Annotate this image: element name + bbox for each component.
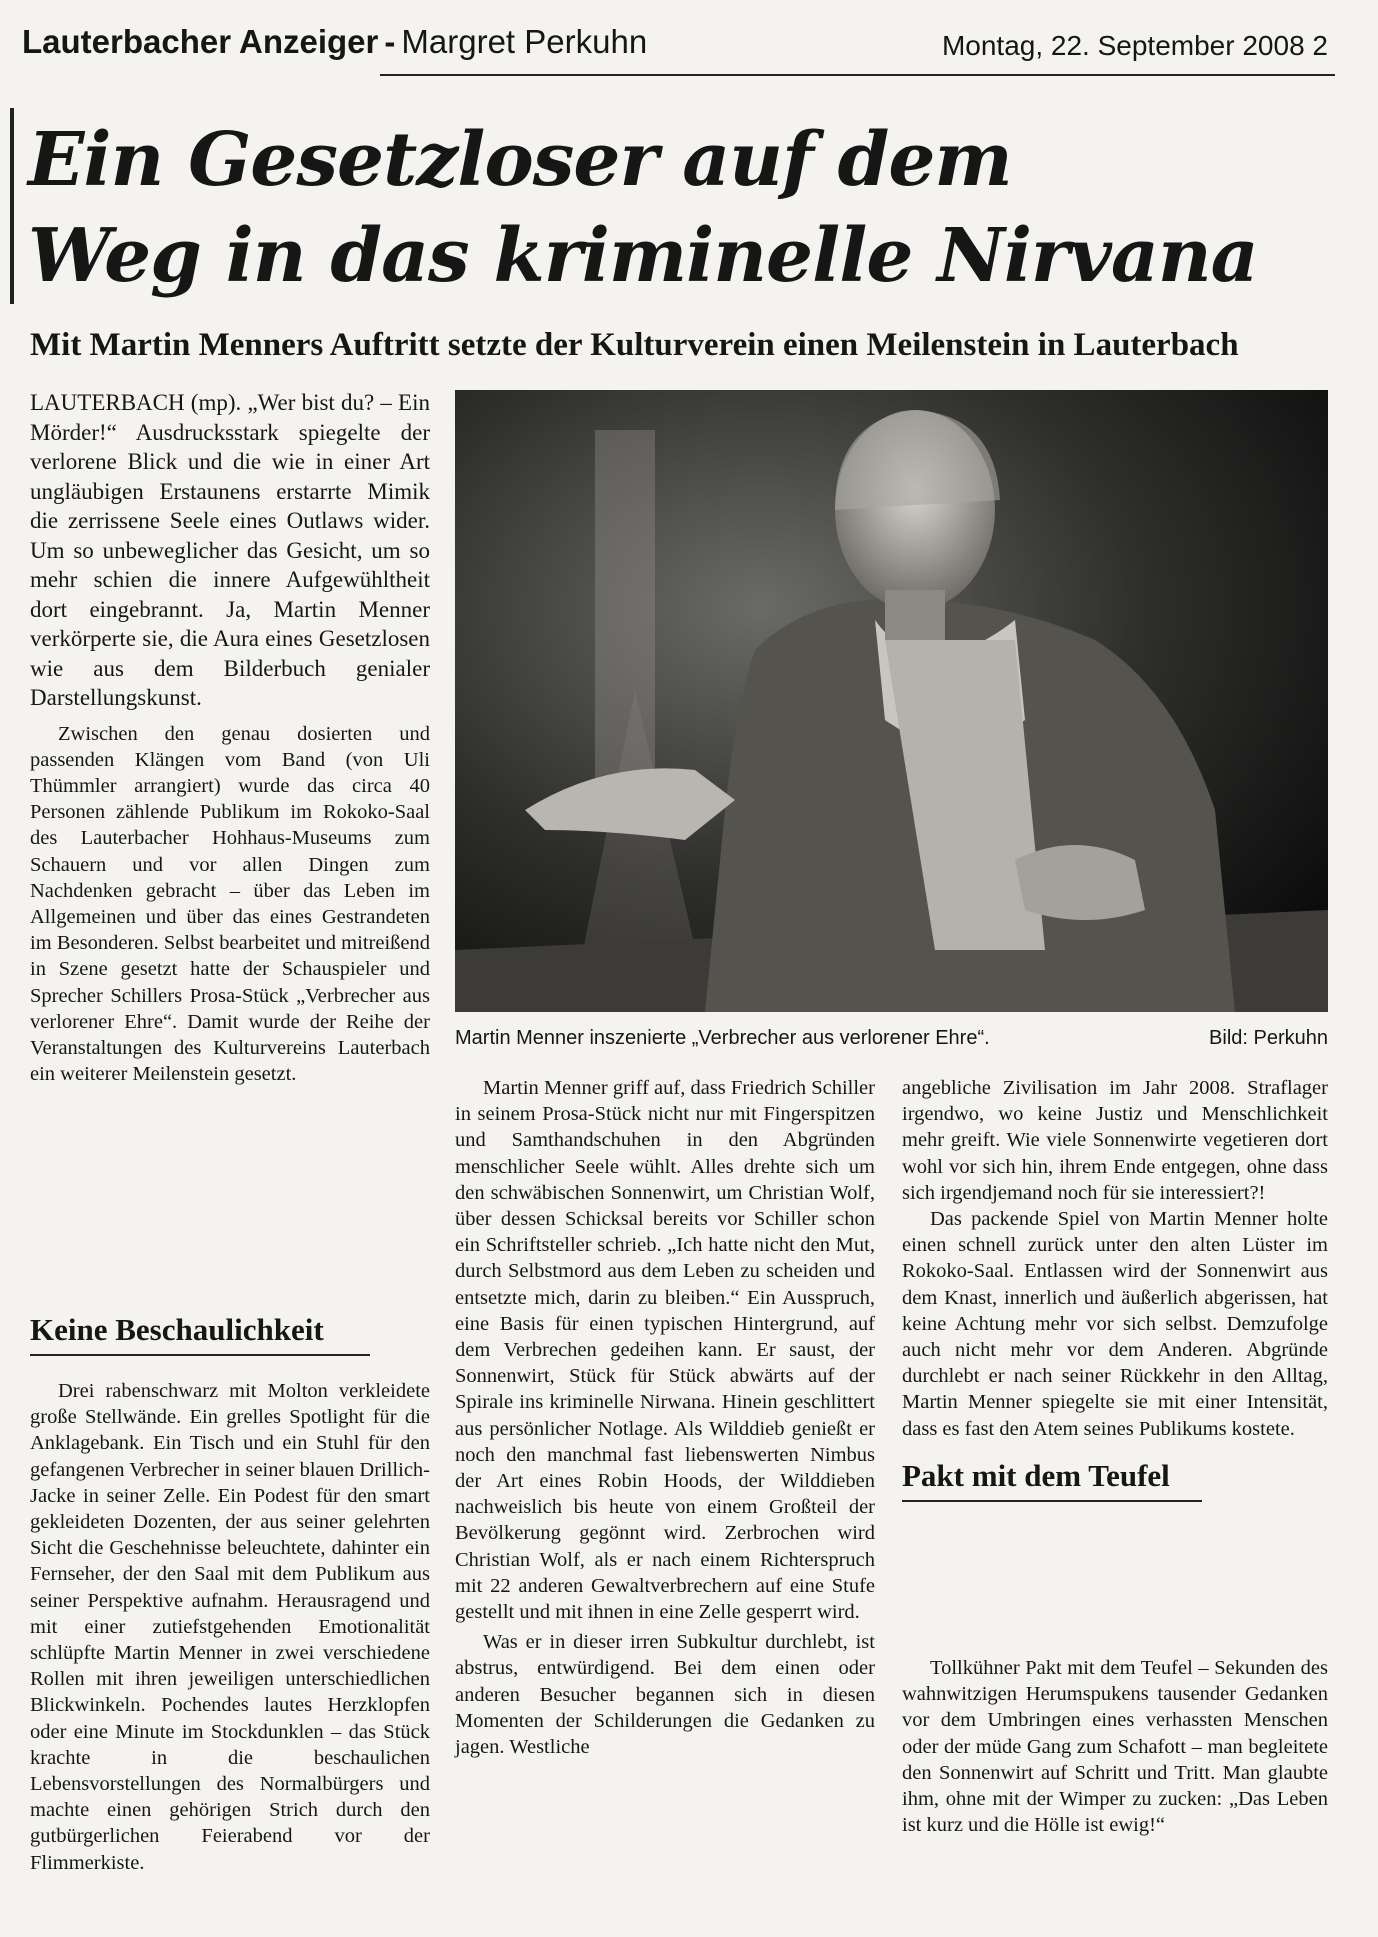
header-rule bbox=[380, 74, 1335, 76]
column-1-top bbox=[30, 388, 430, 1087]
subhead-rule-2 bbox=[902, 1500, 1202, 1502]
author-name: Margret Perkuhn bbox=[401, 23, 648, 60]
paragraph-4: Martin Menner griff auf, dass Friedrich Schiller in seinem Prosa-Stück nicht nur mit Fingerspitzen und Samthandschuhen in den Abgründen menschlicher Seele wühlt. Alles drehte sich um den schwäbischen Sonnenwirt, um Christian Wolf, über dessen Schicksal bereits vor Schiller schon ein Schriftsteller schrieb. „Ich hatte nicht den Mut, durch Selbstmord aus dem Leben zu scheiden und entsetzte mich, darin zu bleiben.“ Ein Ausspruch, eine Basis für einen typischen Hintergrund, auf dem Verbrechen gedeihen kann. Er saust, der Sonnenwirt, Stück für Stück abwärts auf der Spirale ins kriminelle Nirwana. Hinein geschlittert aus persönlicher Notlage. Als Wilddieb genießt er noch den manchmal fast liebenswerten Nimbus der Art eines Robin Hoods, der Wilddieben nachweislich bis heute von einem Großteil der Bevölkerung gegönnt wird. Zerbrochen wird Christian Wolf, als er nach einem Richterspruch mit 22 anderen Gewaltverbrechern auf eine Stufe gestellt und mit ihnen in eine Zelle gesperrt wird. bbox=[455, 1077, 875, 1624]
subhead-pakt-mit-dem-teufel: Pakt mit dem Teufel bbox=[902, 1457, 1170, 1493]
paragraph-5: Was er in dieser irren Subkultur durchlebt, ist abstrus, entwürdigend. Bei dem einen oder anderen Besucher begannen sich in diesen Momenten der Schilderungen die Gedanken zu jagen. Westliche bbox=[455, 1631, 875, 1759]
newspaper-name: Lauterbacher Anzeiger bbox=[22, 23, 379, 60]
headline-line-2: Weg in das kriminelle Nirvana bbox=[28, 213, 1258, 299]
article-photo bbox=[455, 390, 1328, 1012]
issue-date: Montag, 22. September 2008 2 bbox=[941, 30, 1328, 61]
paragraph-8: Tollkühner Pakt mit dem Teufel – Sekunden des wahnwitzigen Herumspukens tausender Gedanken vor dem Umbringen eines verhassten Menschen oder der müde Gang zum Schafott – man begleitete den Sonnenwirt auf Schritt und Tritt. Man glaubte ihm, ohne mit der Wimper zu zucken: „Das Leben ist kurz und die Hölle ist ewig!“ bbox=[902, 1657, 1328, 1837]
paragraph-6: angebliche Zivilisation im Jahr 2008. Straflager irgendwo, wo keine Justiz und Menschlichkeit mehr greift. Wie viele Sonnenwirte vegetieren dort wohl vor sich hin, ihrem Ende entgegen, ohne dass sich irgendjemand noch für sie interessiert?! bbox=[902, 1077, 1328, 1204]
paragraph-2: Zwischen den genau dosierten und passenden Klängen vom Band (von Uli Thümmler arrangiert) wurde das circa 40 Personen zählende Publikum im Rokoko-Saal des Lauterbacher Hohhaus-Museums zum Schauern und vor allen Dingen zum Nachdenken gebracht – über das Leben im Allgemeinen und über das eines Gestrandeten im Besonderen. Selbst bearbeitet und mitreißend in Szene gesetzt hatte der Schauspieler und Sprecher Schillers Prosa-Stück „Verbrecher aus verlorener Ehre“. Damit wurde der Reihe der Veranstaltungen des Kulturvereins Lauterbach ein weiterer Meilenstein gesetzt. bbox=[30, 722, 430, 1086]
lead-paragraph: LAUTERBACH (mp). „Wer bist du? – Ein Mörder!“ Ausdrucksstark spiegelte der verlorene Blick und die wie in einer Art ungläubigen Erstaunens erstarrte Mimik die zerrissene Seele eines Outlaws wider. Um so unbeweglicher das Gesicht, um so mehr schien die innere Aufgewühltheit dort eingebrannt. Ja, Martin Menner verkörperte sie, die Aura eines Gesetzlosen wie aus dem Bilderbuch genialer Darstellungskunst. bbox=[30, 390, 430, 710]
photo-caption: Martin Menner inszenierte „Verbrecher aus verlorener Ehre“. bbox=[455, 1027, 990, 1049]
actor-photo-illustration bbox=[455, 390, 1328, 1012]
paragraph-7: Das packende Spiel von Martin Menner holte einen schnell zurück unter den alten Lüster im Rokoko-Saal. Entlassen wird der Sonnenwirt aus dem Knast, innerlich und äußerlich abgerissen, hat keine Achtung mehr vor sich selbst. Demzufolge auch nicht mehr vor dem Anderen. Abgründe durchlebt er nach seiner Rückkehr in den Alltag, Martin Menner spiegelte sie mit einer Intensität, dass es fast den Atem seines Publikums kostete. bbox=[902, 1208, 1328, 1440]
headline-line-1: Ein Gesetzloser auf dem bbox=[28, 117, 1012, 203]
paragraph-3: Drei rabenschwarz mit Molton verkleidete große Stellwände. Ein grelles Spotlight für die Anklagebank. Ein Tisch und ein Stuhl für den gefangenen Verbrecher in seiner blauen Drillich-Jacke in seiner Zelle. Ein Podest für den smart gekleideten Dozenten, der aus seiner gelehrten Sicht die Geschehnisse beleuchtete, dahinter ein Fernseher, der den Saal mit dem Publikum aus seiner Perspektive aufnahm. Herausragend und mit einer zutiefstgehenden Emotionalität schlüpfte Martin Menner in zwei verschiedene Rollen mit ihren jeweiligen unterschiedlichen Blickwinkeln. Pochendes lautes Herzklopfen oder eine Minute im Stockdunklen – das Stück krachte in die beschaulichen Lebensvorstellungen des Normalbürgers und machte einen gehörigen Strich durch den gutbürgerlichen Feierabend vor der Flimmerkiste. bbox=[30, 1380, 430, 1874]
headline-bar bbox=[10, 108, 14, 304]
subtitle: Mit Martin Menners Auftritt setzte der Kulturverein einen Meilenstein in Lauterbach bbox=[30, 327, 1239, 363]
masthead-separator: - bbox=[384, 23, 396, 60]
subhead-keine-beschaulichkeit: Keine Beschaulichkeit bbox=[30, 1312, 324, 1347]
column-1-bottom bbox=[30, 1310, 430, 1876]
column-3-bottom bbox=[902, 1655, 1328, 1838]
column-2 bbox=[455, 1075, 875, 1760]
headline bbox=[28, 112, 1328, 304]
photo-credit: Bild: Perkuhn bbox=[1209, 1027, 1328, 1049]
masthead bbox=[22, 22, 647, 62]
subhead-rule-1 bbox=[30, 1354, 370, 1356]
column-3 bbox=[902, 1075, 1328, 1502]
